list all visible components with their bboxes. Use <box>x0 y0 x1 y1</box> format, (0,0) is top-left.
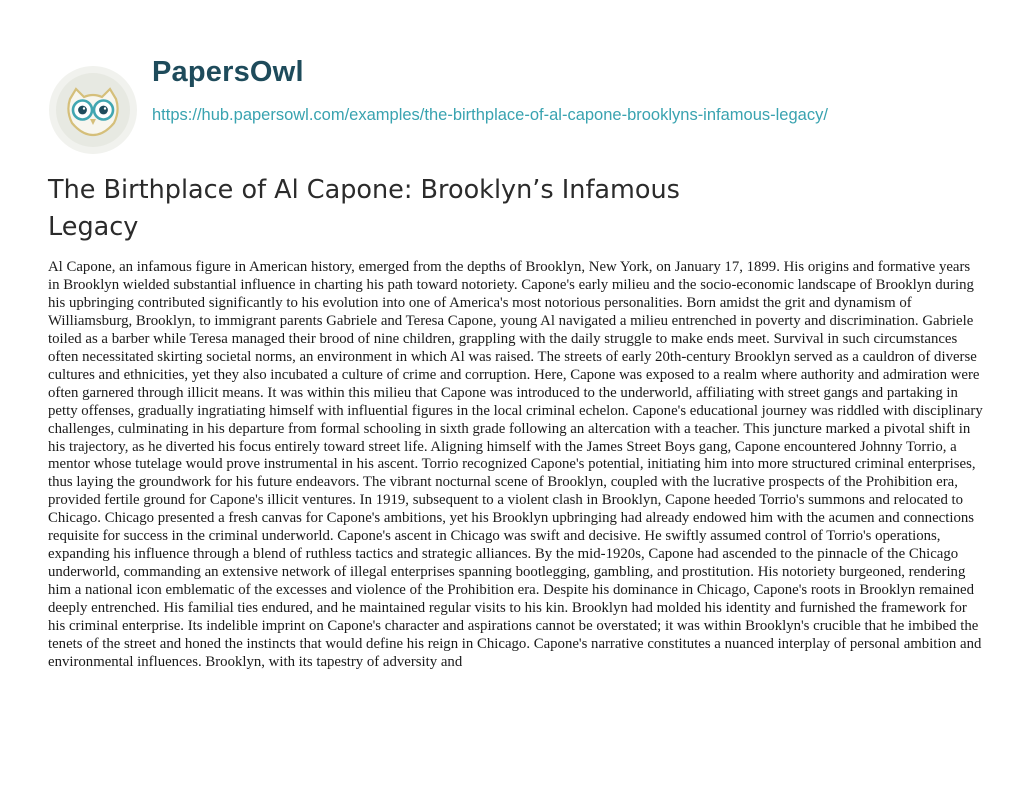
source-url-link[interactable]: https://hub.papersowl.com/examples/the-birthplace-of-al-capone-brooklyns-infamous-legacy/ <box>152 106 828 124</box>
site-header <box>48 30 988 130</box>
brand-name: PapersOwl <box>152 56 304 88</box>
article-title: The Birthplace of Al Capone: Brooklyn’s Infamous Legacy <box>48 175 680 242</box>
article-body: Al Capone, an infamous figure in American history, emerged from the depths of Brooklyn, New York, on January 17, 1899. His origins and formative years in Brooklyn wielded substantial influence in charting his path toward notoriety. Capone's early milieu and the socio-economic landscape of Brooklyn during his upbringing contributed significantly to his evolution into one of America's most notorious personalities. Born amidst the grit and dynamism of Williamsburg, Brooklyn, to immigrant parents Gabriele and Teresa Capone, young Al navigated a milieu entrenched in poverty and discrimination. Gabriele toiled as a barber while Teresa managed their brood of nine children, grappling with the daily struggle to make ends meet. Survival in such circumstances often necessitated skirting societal norms, an environment in which Al was raised. The streets of early 20th-century Brooklyn served as a cauldron of diverse cultures and ethnicities, yet they also incubated a culture of crime and corruption. Here, Capone was exposed to a realm where authority and admiration were often garnered through illicit means. It was within this milieu that Capone was introduced to the underworld, affiliating with street gangs and partaking in petty offenses, gradually ingratiating himself with influential figures in the local criminal echelon. Capone's educational journey was riddled with disciplinary challenges, culminating in his departure from formal schooling in sixth grade following an altercation with a teacher. This juncture marked a pivotal shift in his trajectory, as he diverted his focus entirely toward street life. Aligning himself with the James Street Boys gang, Capone encountered Johnny Torrio, a mentor whose tutelage would prove instrumental in his ascent. Torrio recognized Capone's potential, initiating him into more structured criminal enterprises, thus laying the groundwork for his future endeavors. The vibrant nocturnal scene of Brooklyn, coupled with the lucrative prospects of the Prohibition era, provided fertile ground for Capone's illicit ventures. In 1919, subsequent to a violent clash in Brooklyn, Capone heeded Torrio's summons and relocated to Chicago. Chicago presented a fresh canvas for Capone's ambitions, yet his Brooklyn upbringing had already endowed him with the acumen and connections requisite for success in the criminal underworld. Capone's ascent in Chicago was swift and decisive. He swiftly assumed control of Torrio's operations, expanding his influence through a blend of ruthless tactics and strategic alliances. By the mid-1920s, Capone had ascended to the pinnacle of the Chicago underworld, commanding an extensive network of illegal enterprises spanning bootlegging, gambling, and prostitution. His notoriety burgeoned, rendering him a national icon emblematic of the excesses and violence of the Prohibition era. Despite his dominance in Chicago, Capone's roots in Brooklyn remained deeply entrenched. His familial ties endured, and he maintained regular visits to his kin. Brooklyn had molded his identity and furnished the framework for his criminal enterprise. Its indelible imprint on Capone's character and aspirations cannot be overstated; it was within Brooklyn's crucible that he imbibed the tenets of the street and honed the instincts that would define his reign in Chicago. Capone's narrative constitutes a nuanced interplay of personal ambition and environmental influences. Brooklyn, with its tapestry of adversity and <box>48 259 983 670</box>
owl-logo-icon <box>48 65 138 155</box>
